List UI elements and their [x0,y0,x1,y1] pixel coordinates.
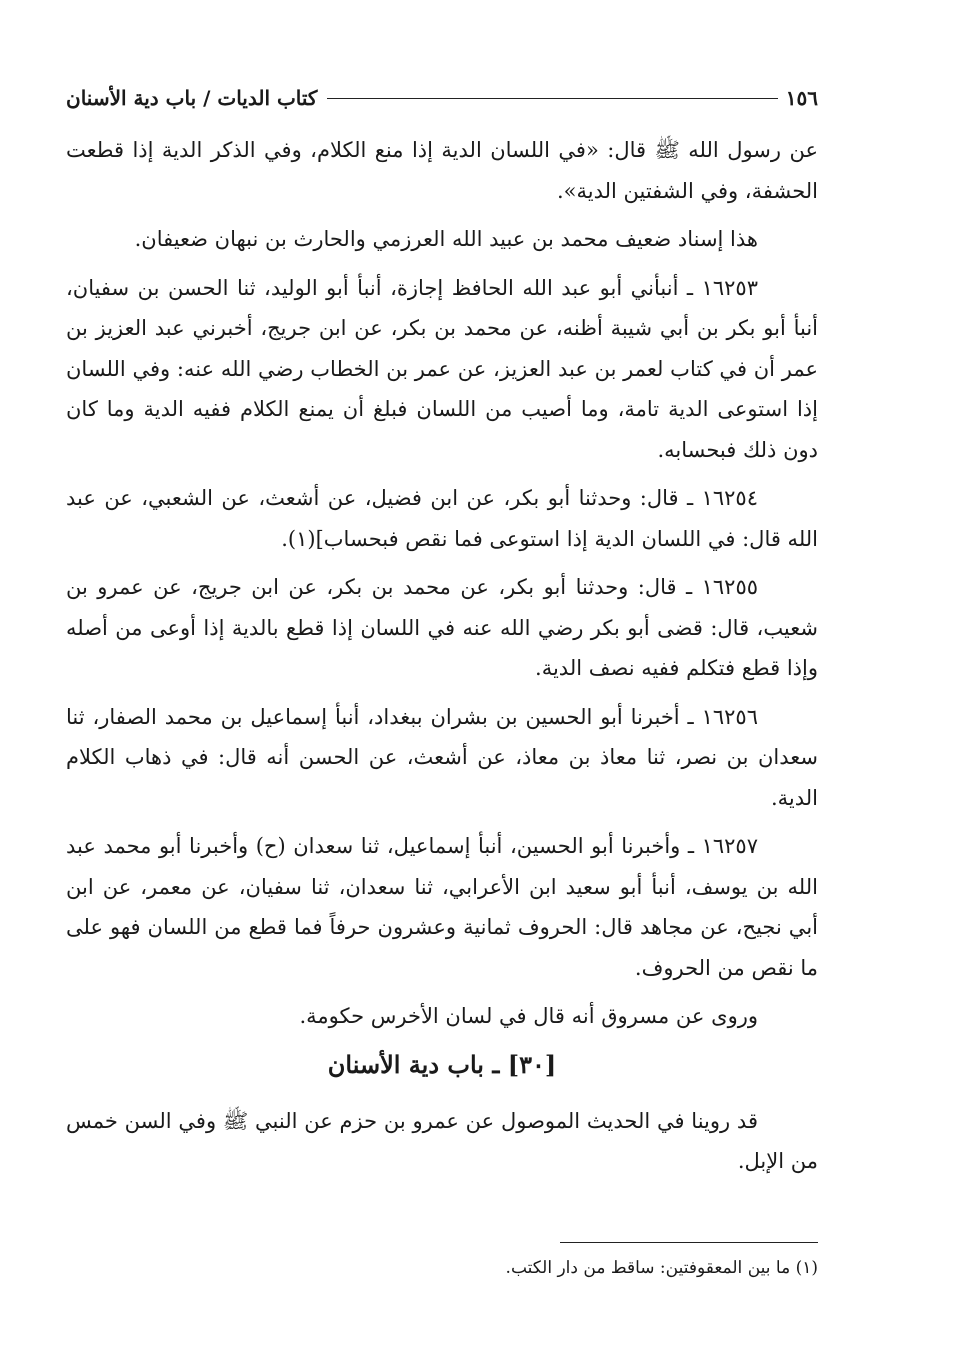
paragraph-section-intro: قد روينا في الحديث الموصول عن عمرو بن حزم عن النبي ﷺ وفي السن خمس من الإبل. [66,1108,818,1173]
paragraph-16256: ١٦٢٥٦ ـ أخبرنا أبو الحسين بن بشران ببغداد، أنبأ إسماعيل بن محمد الصفار، ثنا سعدان بن نصر، ثنا معاذ بن معاذ، عن أشعث، عن الحسن أنه قال: في ذهاب الكلام الدية. [66,704,818,810]
paragraph-masruq: وروى عن مسروق أنه قال في لسان الأخرس حكومة. [299,1004,758,1028]
paragraph-16254: ١٦٢٥٤ ـ قال: وحدثنا أبو بكر، عن ابن فضيل، عن أشعث، عن الشعبي، عن عبد الله قال: في اللسان الدية إذا استوعى فما نقص فبحساب](١). [66,486,818,551]
paragraph-16257: ١٦٢٥٧ ـ وأخبرنا أبو الحسين، أنبأ إسماعيل، ثنا سعدان (ح) وأخبرنا أبو محمد عبد الله بن يوسف، أنبأ أبو سعيد ابن الأعرابي، ثنا سعدان، ثنا سفيان، عن معمر، عن ابن أبي نجيح، عن مجاهد قال: الحروف ثمانية وعشرون حرفاً فما قطع من اللسان فهو على ما نقص من الحروف. [66,834,818,980]
paragraph-isnad-note: هذا إسناد ضعيف محمد بن عبيد الله العرزمي والحارث بن نبهان ضعيفان. [134,227,758,251]
paragraph-16255: ١٦٢٥٥ ـ قال: وحدثنا أبو بكر، عن محمد بن بكر، عن ابن جريج، عن عمرو بن شعيب، قال: قضى أبو بكر رضي الله عنه في اللسان إذا قطع بالدية إذا أوعى من أصله وإذا قطع فتكلم ففيه نصف الدية. [66,575,818,680]
paragraph-16253: ١٦٢٥٣ ـ أنبأني أبو عبد الله الحافظ إجازة، أنبأ أبو الوليد، ثنا الحسن بن سفيان، أنبأ أبو بكر بن أبي شيبة أظنه، عن محمد بن بكر، عن ابن جريج، أخبرني عبد العزيز بن عمر أن في كتاب لعمر بن عبد العزيز، عن عمر بن الخطاب رضي الله عنه: وفي اللسان إذا استوعى الدية تامة، وما أصيب من اللسان فبلغ أن يمنع الكلام ففيه الدية وما كان دون ذلك فبحسابه. [66,275,818,462]
section-heading: [٣٠] ـ باب دية الأسنان [327,1049,557,1079]
page-number: ١٥٦ [785,86,818,110]
paragraph-hadith-continuation: عن رسول الله ﷺ قال: «في اللسان الدية إذا منع الكلام، وفي الذكر الدية إذا قطعت الحشفة، وفي الشفتين الدية». [66,138,818,203]
main-text [66,130,818,1190]
header-rule [327,98,777,99]
footnote-rule [560,1242,818,1243]
running-title: كتاب الديات / باب دية الأسنان [66,86,318,110]
footnote: (١) ما بين المعقوفتين: ساقط من دار الكتب. [505,1258,818,1278]
running-header [66,84,818,112]
